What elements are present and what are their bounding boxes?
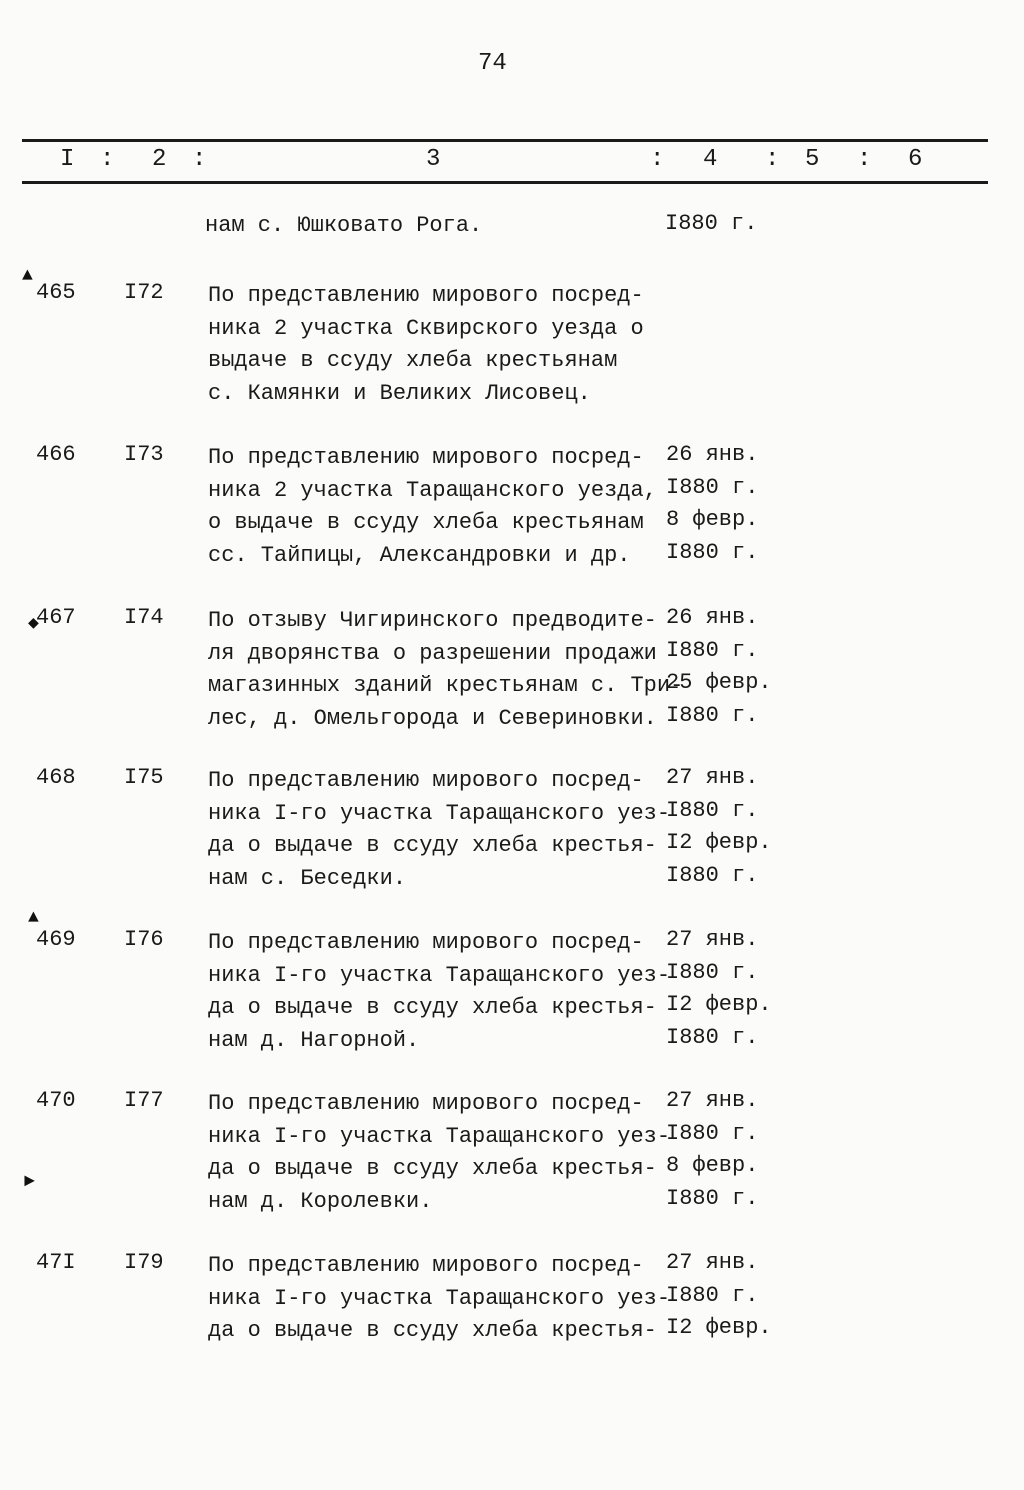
date-line: I880 г. (666, 1282, 759, 1308)
description-line: ля дворянства о разрешении продажи (208, 640, 657, 666)
description-line: нам д. Нагорной. (208, 1027, 420, 1053)
entry-description (208, 1088, 670, 1218)
entry-dates (666, 602, 772, 732)
date-line: I880 г. (666, 797, 759, 823)
register-entry (0, 280, 1024, 440)
carry-over-date: I880 г. (665, 211, 758, 236)
description-line: да о выдаче в ссуду хлеба крестья- (208, 833, 657, 858)
date-line: I2 февр. (666, 830, 772, 855)
register-entry (0, 765, 1024, 925)
date-line: 8 февр. (666, 507, 759, 532)
page-number: 74 (478, 50, 507, 77)
description-line: да о выдаче в ссуду хлеба крестья- (208, 1318, 657, 1343)
description-line: да о выдаче в ссуду хлеба крестья- (208, 1156, 657, 1181)
entry-description (208, 927, 670, 1057)
header-top-rule (22, 139, 988, 142)
entry-number: 468 (36, 765, 76, 790)
archive-mark-icon: ▲ (28, 908, 39, 928)
description-line: сс. Тайпицы, Александровки и др. (208, 542, 631, 568)
col-sep: : (650, 146, 665, 173)
date-line: I880 г. (666, 1024, 759, 1050)
description-line: По представлению мирового посред- (208, 1253, 644, 1278)
header-bottom-rule (22, 181, 988, 184)
column-header-row (0, 146, 1024, 180)
date-line: I880 г. (666, 862, 759, 888)
date-line: I2 февр. (666, 1315, 772, 1340)
col-2: 2 (152, 146, 167, 173)
entry-dates (666, 924, 772, 1054)
date-line: 25 февр. (666, 670, 772, 695)
date-line: 27 янв. (666, 927, 759, 952)
col-4: 4 (703, 146, 718, 173)
description-line: ника I-го участка Таращанского уез- (208, 1123, 671, 1149)
description-line: По отзыву Чигиринского предводите- (208, 608, 657, 633)
entry-dates (666, 439, 758, 569)
register-entry (0, 442, 1024, 602)
inventory-number: I74 (124, 605, 164, 630)
col-3: 3 (426, 146, 441, 173)
entry-dates (666, 1247, 772, 1345)
description-line: о выдаче в ссуду хлеба крестьянам (208, 510, 644, 535)
carry-over-text: нам с. Юшковато Рога. (205, 213, 483, 238)
entry-number: 467 (36, 605, 76, 630)
entry-dates (666, 762, 772, 892)
entry-description (208, 280, 644, 410)
entry-description (208, 605, 683, 735)
date-line: I880 г. (666, 959, 759, 985)
entry-description (208, 442, 657, 572)
entry-description (208, 1250, 670, 1348)
archive-mark-icon: ► (24, 1172, 35, 1192)
inventory-number: I79 (124, 1250, 164, 1275)
entry-number: 469 (36, 927, 76, 952)
register-entry (0, 1250, 1024, 1410)
inventory-number: I75 (124, 765, 164, 790)
date-line: 27 янв. (666, 1088, 759, 1113)
register-entry (0, 927, 1024, 1087)
entry-number: 47I (36, 1250, 76, 1275)
entry-number: 466 (36, 442, 76, 467)
inventory-number: I76 (124, 927, 164, 952)
description-line: ника I-го участка Таращанского уез- (208, 800, 671, 826)
description-line: ника I-го участка Таращанского уез- (208, 1285, 671, 1311)
description-line: По представлению мирового посред- (208, 283, 644, 308)
col-5: 5 (805, 146, 820, 173)
inventory-number: I72 (124, 280, 164, 305)
col-sep: : (192, 146, 207, 173)
entry-dates (666, 1085, 758, 1215)
register-entry (0, 1088, 1024, 1248)
col-sep: : (765, 146, 780, 173)
description-line: с. Камянки и Великих Лисовец. (208, 380, 591, 406)
description-line: По представлению мирового посред- (208, 445, 644, 470)
description-line: ника 2 участка Таращанского уезда, (208, 477, 657, 503)
date-line: I880 г. (666, 539, 759, 565)
date-line: I2 февр. (666, 992, 772, 1017)
date-line: 8 февр. (666, 1153, 759, 1178)
col-6: 6 (908, 146, 923, 173)
date-line: 26 янв. (666, 605, 759, 630)
date-line: I880 г. (666, 702, 759, 728)
description-line: выдаче в ссуду хлеба крестьянам (208, 348, 618, 373)
date-line: I880 г. (666, 1120, 759, 1146)
col-sep: : (100, 146, 115, 173)
date-line: 27 янв. (666, 765, 759, 790)
date-line: 27 янв. (666, 1250, 759, 1275)
date-line: I880 г. (666, 474, 759, 500)
inventory-number: I73 (124, 442, 164, 467)
date-line: I880 г. (666, 637, 759, 663)
description-line: ника I-го участка Таращанского уез- (208, 962, 671, 988)
entry-number: 465 (36, 280, 76, 305)
entry-description (208, 765, 670, 895)
description-line: По представлению мирового посред- (208, 930, 644, 955)
description-line: да о выдаче в ссуду хлеба крестья- (208, 995, 657, 1020)
archive-mark-icon: ◆ (28, 614, 39, 634)
description-line: По представлению мирового посред- (208, 1091, 644, 1116)
date-line: 26 янв. (666, 442, 759, 467)
description-line: нам с. Беседки. (208, 865, 407, 891)
description-line: лес, д. Омельгорода и Севериновки. (208, 705, 657, 731)
date-line: I880 г. (666, 1185, 759, 1211)
description-line: ника 2 участка Сквирского уезда о (208, 315, 644, 341)
entry-number: 470 (36, 1088, 76, 1113)
archive-mark-icon: ▲ (22, 266, 33, 286)
inventory-number: I77 (124, 1088, 164, 1113)
description-line: магазинных зданий крестьянам с. Три- (208, 673, 684, 698)
col-sep: : (857, 146, 872, 173)
description-line: По представлению мирового посред- (208, 768, 644, 793)
col-1: I (60, 146, 75, 173)
register-entry (0, 605, 1024, 765)
description-line: нам д. Королевки. (208, 1188, 433, 1214)
